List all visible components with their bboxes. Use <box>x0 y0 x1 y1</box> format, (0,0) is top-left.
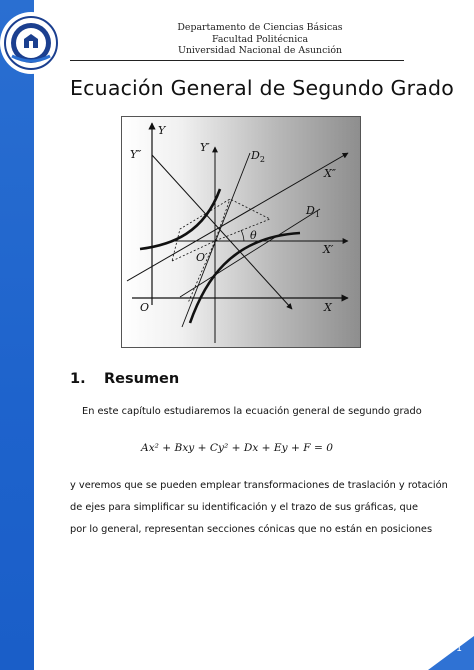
label-Y: Y <box>158 124 166 137</box>
label-O: O <box>140 301 150 314</box>
label-D1: $D_1$ <box>306 204 320 219</box>
label-D2: $D_2$ <box>251 149 265 164</box>
header-faculty: Facultad Politécnica <box>211 33 309 45</box>
section-heading <box>70 371 179 387</box>
hyperbola-lower-branch <box>190 233 300 323</box>
side-accent-bar <box>0 0 34 670</box>
header-university: Universidad Nacional de Asunción <box>177 45 343 56</box>
page-corner-tab <box>428 636 474 670</box>
rotation-axes-figure <box>121 116 361 348</box>
label-O1: O′ <box>196 251 208 264</box>
header-rule <box>70 60 404 61</box>
body-line-1: y veremos que se pueden emplear transformaciones de traslación y rotación <box>70 480 448 491</box>
intro-paragraph: En este capítulo estudiaremos la ecuación general de segundo grado <box>82 406 422 417</box>
section-number: 1. <box>70 371 86 387</box>
university-logo <box>2 14 60 72</box>
label-X: X <box>324 301 332 314</box>
page-number: 1 <box>456 644 462 654</box>
general-equation <box>70 442 404 454</box>
equation-text: Ax² + Bxy + Cy² + Dx + Ey + F = 0 <box>141 442 333 454</box>
page-header <box>120 22 400 57</box>
d2-line <box>182 153 250 327</box>
section-title: Resumen <box>104 371 180 387</box>
label-theta: θ <box>250 229 257 242</box>
header-department: Departamento de Ciencias Básicas <box>177 22 343 33</box>
body-line-3: por lo general, representan secciones cónicas que no están en posiciones <box>70 524 433 535</box>
label-X2: X″ <box>324 167 336 180</box>
label-X1: X′ <box>323 243 334 256</box>
y-double-prime-axis <box>152 155 292 309</box>
body-line-2: de ejes para simplificar su identificación y el trazo de sus gráficas, que <box>70 502 418 513</box>
label-Y1: Y′ <box>200 141 210 154</box>
label-Y2: Y″ <box>130 148 142 161</box>
theta-arc <box>241 230 244 241</box>
page-title: Ecuación General de Segundo Grado <box>70 76 454 100</box>
